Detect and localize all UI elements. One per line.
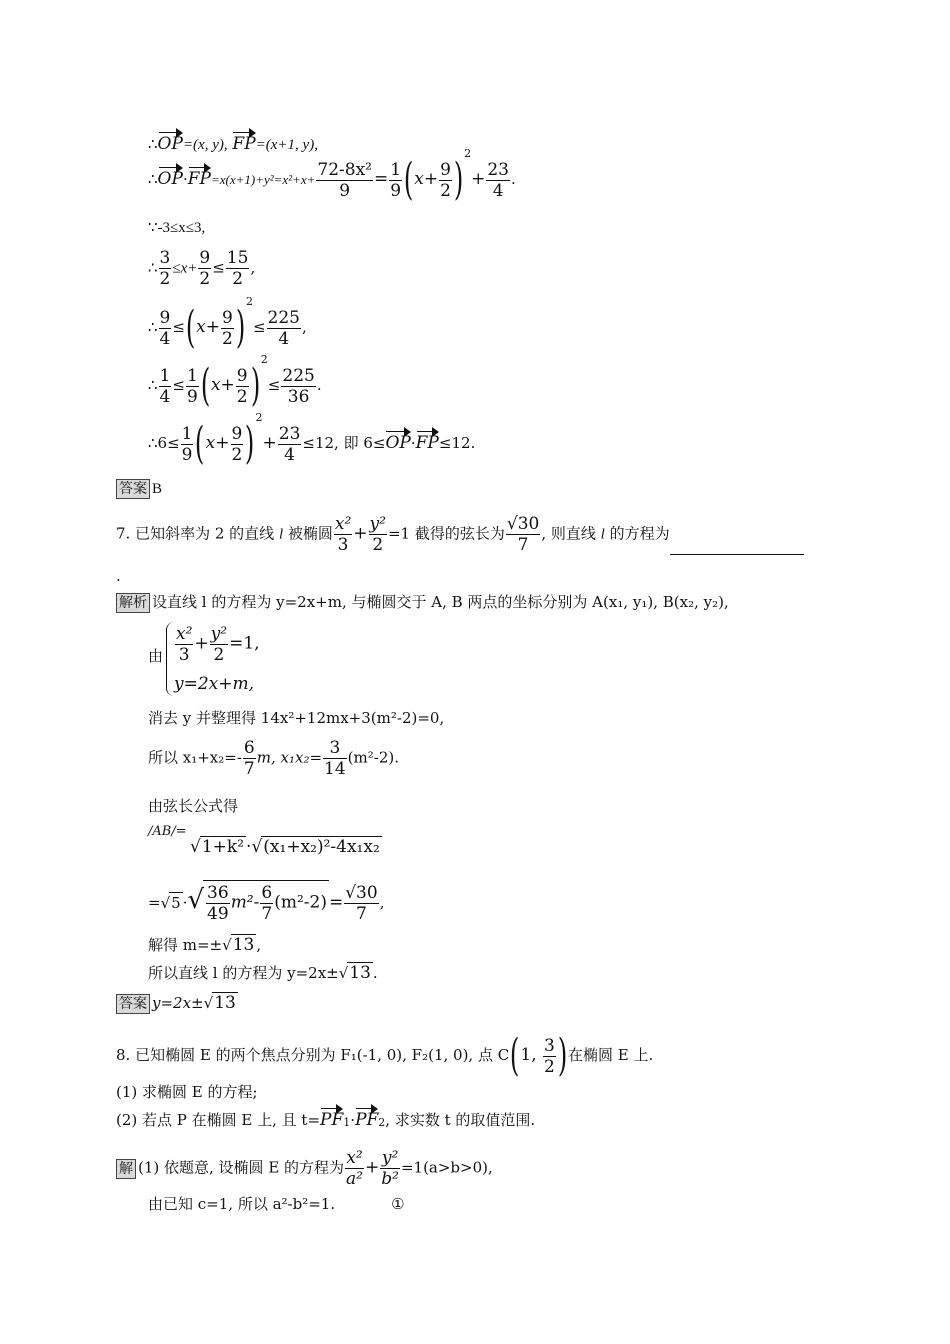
q7-solve-m: 解得 m=±√13 , (148, 935, 262, 955)
q7-system-eq2: y=2x+m, (174, 674, 255, 694)
answer-tag: 答案 (116, 479, 150, 499)
line-inequality-1: ∴ $\frac{3}{2}$ ≤x+ $\frac{9}{2}$ ≤ $\frac{15}{2}$ , (148, 248, 256, 289)
q7-solution-intro: 解析 设直线 l 的方程为 y=2x+m, 与椭圆交于 A, B 两点的坐标分别为 A(x₁, y₁), B(x₂, y₂), (116, 592, 729, 613)
q7-trailing-dot: . (116, 567, 121, 585)
vector-fp: FP (232, 130, 255, 154)
q7-chord-formula-label: 由弦长公式得 (148, 797, 239, 815)
answer-tag: 答案 (116, 994, 150, 1014)
equation-marker: ① (391, 1195, 405, 1213)
question-8: 8. 已知椭圆 E 的两个焦点分别为 F₁(-1, 0), F₂(1, 0), 点 C(1, $\frac{3}{2}$ )在椭圆 E 上. (116, 1030, 654, 1081)
line-x-range: ∵-3≤x≤3, (148, 220, 206, 236)
line-inequality-2: ∴ $\frac{9}{4}$ ≤(x+ $\frac{9}{2}$ )$^2$≤ $\frac{225}{4}$ , (148, 295, 307, 353)
fraction: $\frac{\text{72-8x²}}{9}$ (317, 159, 373, 201)
q8-part-1: (1) 求椭圆 E 的方程; (116, 1083, 258, 1101)
q7-eliminate: 消去 y 并整理得 14x²+12mx+3(m²-2)=0, (148, 709, 445, 727)
line-final-range: ∴6≤ $\frac{1}{9}$ (x+ $\frac{9}{2}$ )$^2$+ $\frac{23}{4}$ ≤12, 即 6≤OP·FP≤12. (148, 411, 476, 469)
line-dot-product: ∴OP·FP=x(x+1)+y²=x²+x+ $\frac{\text{72-8x²}}{9}$ = $\frac{1}{9}$ (x+ $\frac{9}{2}$ )$^2$+ $\frac{23}{4}$ . (148, 147, 516, 205)
q8-solution-2: 由已知 c=1, 所以 a²-b²=1. ① (148, 1195, 405, 1213)
solution-tag: 解 (116, 1159, 136, 1179)
vector-op: OP (158, 130, 183, 154)
q8-solution-1: 解 (1) 依题意, 设椭圆 E 的方程为 $\frac{\text{x²}}{\text{a²}}$ + $\frac{\text{y²}}{\text{b²}}$ =1(a>b>0), (116, 1148, 493, 1189)
q7-line-equation: 所以直线 l 的方程为 y=2x±√13 . (148, 963, 378, 983)
answer-blank[interactable] (670, 538, 804, 555)
q7-answer: 答案 y=2x±√13 (116, 992, 238, 1014)
question-7: 7. 已知斜率为 2 的直线 l 被椭圆 $\frac{\text{x²}}{3}$ + $\frac{\text{y²}}{2}$ =1 截得的弦长为 $\frac{√30}{7}$ , 则直线 l 的方程为 (116, 514, 804, 555)
q7-ab-expression: √1+k² ·√(x₁+x₂)²-4x₁x₂ (190, 837, 380, 857)
q8-part-2: (2) 若点 P 在椭圆 E 上, 且 $t=PF_1\cdot PF_2$, 求实数 t 的取值范围. (116, 1106, 535, 1130)
line-inequality-3: ∴ $\frac{1}{4}$ ≤ $\frac{1}{9}$ (x+ $\frac{9}{2}$ )$^2$≤ $\frac{225}{36}$ . (148, 353, 322, 411)
line-op-fp-coords: ∴OP=(x, y), FP=(x+1, y), (148, 130, 318, 155)
q7-system-eq1: $\frac{\text{x²}}{3}$ + $\frac{\text{y²}}{2}$ =1, (176, 624, 260, 665)
answer-line: 答案 B (116, 478, 162, 499)
q7-ab-result: =√5 ·√ $\frac{36}{49}$ m²- $\frac{6}{7}$ (m²-2) = $\frac{√30}{7}$ , (148, 880, 384, 924)
q7-ab-label: /AB/= (148, 824, 187, 839)
q7-system-label: 由 (148, 647, 164, 665)
q7-vieta: 所以 x₁+x₂=- $\frac{6}{7}$ m, x₁x₂= $\frac{3}{14}$ (m²-2). (148, 738, 399, 779)
analysis-tag: 解析 (116, 593, 150, 613)
